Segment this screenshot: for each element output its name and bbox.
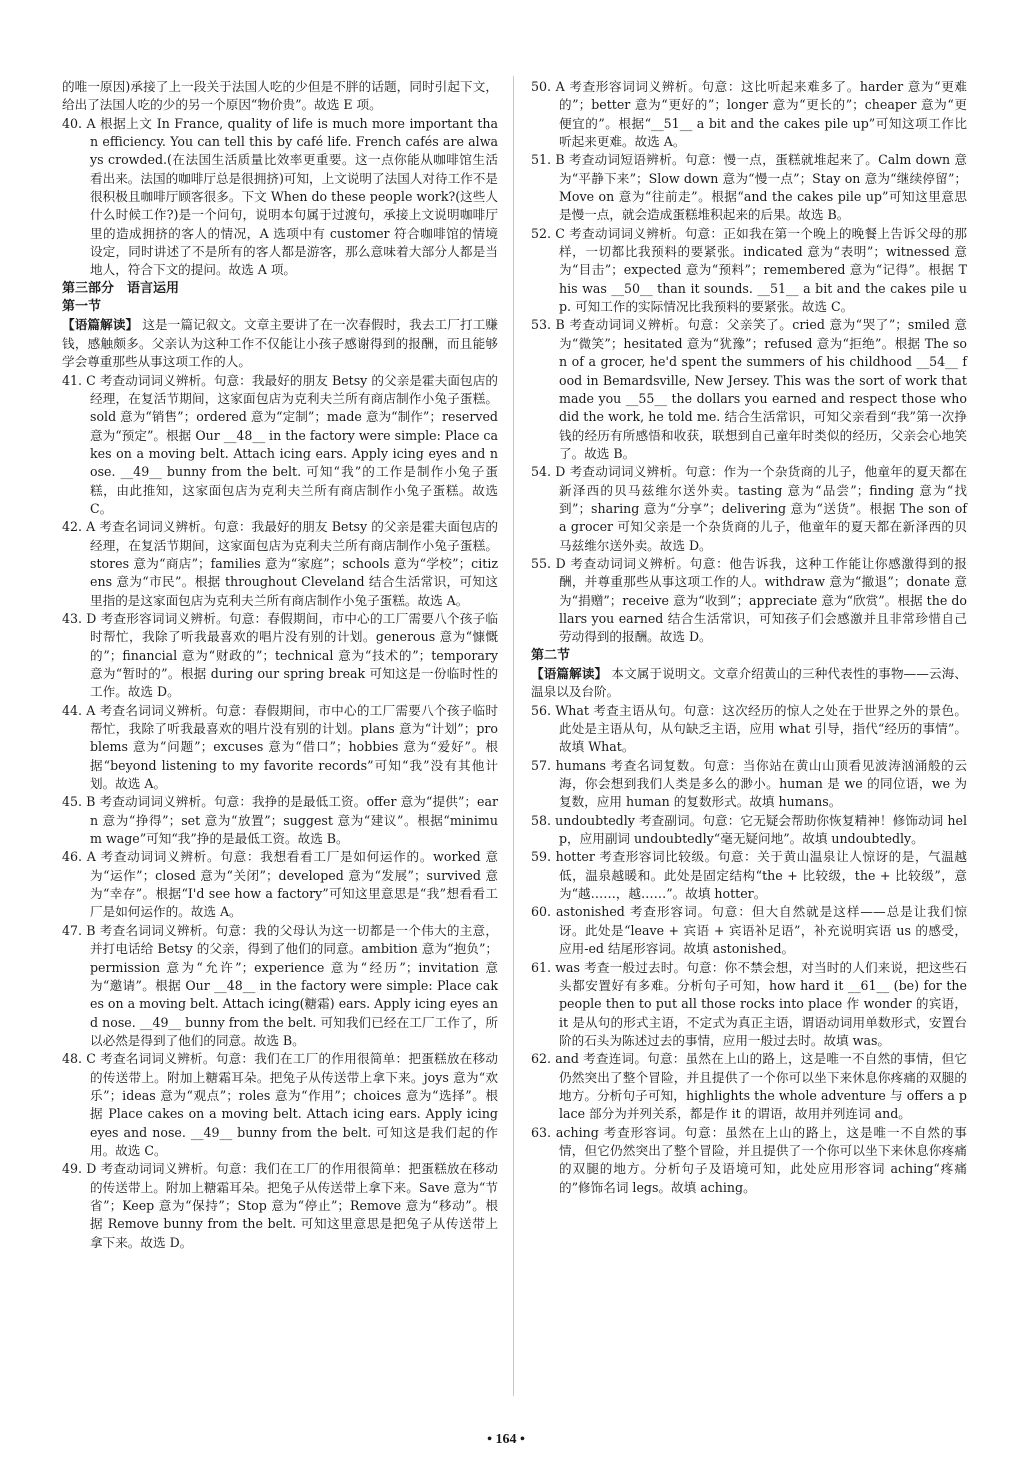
reading-text: 这是一篇记叙文。文章主要讲了在一次春假时，我去工厂打工赚钱，感触颇多。父亲认为这种工作不仅能让小孩子感谢得到的报酬，而且能够学会尊重那些从事这项工作的人。	[62, 317, 498, 370]
answer-51: 51. B 考查动词短语辨析。句意：慢一点，蛋糕就堆起来了。Calm down 意为“平静下来”；Slow down 意为“慢一点”；Stay on 意为“继续停留”；Move on 意为“往前走”。根据“and the cakes pile up”可知这里意思是慢一点，就会造成蛋糕堆积起来的后果。故选 B。	[531, 152, 967, 223]
answer-46: 46. A 考查动词词义辨析。句意：我想看看工厂是如何运作的。worked 意为“运作”；closed 意为“关闭”；developed 意为“发展”；survived 意为“幸存”。根据“I'd see how a factory”可知这里意思是“我”想看看工厂是如何运作的。故选 A。	[62, 849, 498, 920]
answer-48: 48. C 考查名词词义辨析。句意：我们在工厂的作用很简单：把蛋糕放在移动的传送带上。附加上糖霜耳朵。把兔子从传送带上拿下来。joys 意为“欢乐”；ideas 意为“观点”；roles 意为“作用”；choices 意为“选择”。根据 Place cakes on a moving belt. Attach icing ears. Apply icing eyes and nose. __49__ bunny from the belt. 可知这是我们起的作用。故选 C。	[62, 1051, 498, 1158]
section-heading-1: 第一节	[62, 299, 102, 315]
section-heading-2: 第二节	[531, 647, 571, 663]
reading-label: 【语篇解读】	[531, 666, 608, 681]
answer-42: 42. A 考查名词词义辨析。句意：我最好的朋友 Betsy 的父亲是霍夫面包店的经理，在复活节期间，这家面包店为克利夫兰所有商店制作小兔子蛋糕。stores 意为“商店”；families 意为“家庭”；schools 意为“学校”；citizens 意为“市民”。根据 throughout Cleveland 结合生活常识，可知这里指的是这家面包店为克利夫兰所有商店制作小兔子蛋糕。故选 A。	[62, 519, 498, 608]
answer-53: 53. B 考查动词词义辨析。句意：父亲笑了。cried 意为“哭了”；smiled 意为“微笑”；hesitated 意为“犹豫”；refused 意为“拒绝”。根据 The son of a grocer, he'd spent the summers of his childhood __54__ food in Bemardsville, New Jersey. This was the sort of work that made you __55__ the dollars you earned and respect those who did the work, he told me. 结合生活常识，可知父亲看到“我”第一次挣钱的经历有所感悟和收获，联想到自己童年时类似的经历，父亲会心地笑了。故选 B。	[531, 317, 967, 461]
reading-label: 【语篇解读】	[62, 317, 139, 333]
reading-text: 本文属于说明文。文章介绍黄山的三种代表性的事物——云海、温泉以及台阶。	[531, 666, 968, 700]
reading-analysis-1	[62, 316, 498, 371]
right-column	[531, 78, 967, 1197]
answer-60: 60. astonished 考查形容词。句意：但大自然就是这样——总是让我们惊讶。此处是“leave + 宾语 + 宾语补足语”，补充说明宾语 us 的感受，应用-ed 结尾形容词。故填 astonished。	[531, 904, 967, 957]
answer-57: 57. humans 考查名词复数。句意：当你站在黄山山顶看见波涛汹涌般的云海，你会想到我们人类是多么的渺小。human 是 we 的同位语，we 为复数，应用 human 的复数形式。故填 humans。	[531, 757, 967, 810]
answer-43: 43. D 考查形容词词义辨析。句意：春假期间，市中心的工厂需要八个孩子临时帮忙，我除了听我最喜欢的唱片没有别的计划。generous 意为“慷慨的”；financial 意为“财政的”；technical 意为“技术的”；temporary 意为“暂时的”。根据 during our spring break 可知这是一份临时性的工作。故选 D。	[62, 610, 498, 700]
answer-intro: 的唯一原因)承接了上一段关于法国人吃的少但是不胖的话题，同时引起下文，给出了法国人吃的少的另一个原因“物价贵”。故选 E 项。	[62, 79, 498, 113]
part-heading: 第三部分 语言运用	[62, 280, 180, 296]
answer-62: 62. and 考查连词。句意：虽然在上山的路上，这是唯一不自然的事情，但它仍然突出了整个冒险，并且提供了一个你可以坐下来休息你疼痛的双腿的地方。分析句子可知，highlights the whole adventure 与 offers a place 部分为并列关系，都是作 it 的谓语，故用并列连词 and。	[531, 1051, 967, 1122]
answer-45: 45. B 考查动词词义辨析。句意：我挣的是最低工资。offer 意为“提供”；earn 意为“挣得”；set 意为“放置”；suggest 意为“建议”。根据“minimum wage”可知“我”挣的是最低工资。故选 B。	[62, 794, 498, 847]
answer-55: 55. D 考查动词词义辨析。句意：他告诉我，这种工作能让你感激得到的报酬，并尊重那些从事这项工作的人。withdraw 意为“撤退”；donate 意为“捐赠”；receive 意为“收到”；appreciate 意为“欣赏”。根据 the dollars you earned 结合生活常识，可知孩子们会感激并且非常珍惜自己劳动得到的报酬。故选 D。	[531, 555, 967, 645]
answer-49: 49. D 考查动词词义辨析。句意：我们在工厂的作用很简单：把蛋糕放在移动的传送带上。附加上糖霜耳朵。把兔子从传送带上拿下来。Save 意为“节省”；Keep 意为“保持”；Stop 意为“停止”；Remove 意为“移动”。根据 Remove bunny from the belt. 可知这里意思是把兔子从传送带上拿下来。故选 D。	[62, 1161, 498, 1250]
answer-63: 63. aching 考查形容词。句意：虽然在上山的路上，这是唯一不自然的事情，但它仍然突出了整个冒险，并且提供了一个你可以坐下来休息你疼痛的双腿的地方。分析句子及语境可知，此处应用形容词 aching“疼痛的”修饰名词 legs。故填 aching。	[531, 1124, 967, 1195]
answer-54: 54. D 考查动词词义辨析。句意：作为一个杂货商的儿子，他童年的夏天都在新泽西的贝马兹维尔送外卖。tasting 意为“品尝”；finding 意为“找到”；sharing 意为“分享”；delivering 意为“送货”。根据 The son of a grocer 可知父亲是一个杂货商的儿子，他童年的夏天都在新泽西的贝马兹维尔送外卖。故选 D。	[531, 464, 967, 553]
answer-41: 41. C 考查动词词义辨析。句意：我最好的朋友 Betsy 的父亲是霍夫面包店的经理，在复活节期间，这家面包店为克利夫兰所有商店制作小兔子蛋糕。sold 意为“销售”；ordered 意为“定制”；made 意为“制作”；reserved 意为“预定”。根据 Our __48__ in the factory were simple: Place cakes on a moving belt. Attach icing ears. Apply icing eyes and nose. __49__ bunny from the belt. 可知“我”的工作是制作小兔子蛋糕，由此推知，这家面包店为克利夫兰所有商店制作小兔子蛋糕。故选 C。	[62, 372, 498, 516]
page-number: • 164 •	[487, 1432, 525, 1447]
answer-59: 59. hotter 考查形容词比较级。句意：关于黄山温泉让人惊讶的是，气温越低，温泉越暖和。此处是固定结构“the + 比较级，the + 比较级”，意为“越……，越……”。故填 hotter。	[531, 849, 967, 902]
column-divider	[513, 76, 514, 1396]
answer-56: 56. What 考查主语从句。句意：这次经历的惊人之处在于世界之外的景色。此处是主语从句，从句缺乏主语，应用 what 引导，指代“经历的事情”。故填 What。	[531, 702, 967, 755]
answer-44: 44. A 考查名词词义辨析。句意：春假期间，市中心的工厂需要八个孩子临时帮忙，我除了听我最喜欢的唱片没有别的计划。plans 意为“计划”；problems 意为“问题”；excuses 意为“借口”；hobbies 意为“爱好”。根据“beyond listening to my favorite records”可知“我”没有其他计划。故选 A。	[62, 702, 498, 792]
answer-61: 61. was 考查一般过去时。句意：你不禁会想，对当时的人们来说，把这些石头都安置好有多难。分析句子可知，how hard it __61__ (be) for the people then to put all those rocks into place 作 wonder 的宾语，it 是从句的形式主语，不定式为真正主语，谓语动词用单数形式，安置台阶的石头为陈述过去的事情，应用一般过去时。故填 was。	[531, 959, 967, 1048]
answer-40: 40. A 根据上文 In France, quality of life is much more important than efficiency. You can tell this by café life. French cafés are always crowded.(在法国生活质量比效率更重要。这一点你能从咖啡馆生活看出来。法国的咖啡厅总是很拥挤)可知，上文说明了法国人对待工作不是很积极且咖啡厅顾客很多。下文 When do these people work?(这些人什么时候工作?)是一个问句，说明本句属于过渡句，承接上文说明咖啡厅里的造成拥挤的客人的情况，A 选项中有 customer 符合咖啡馆的情境设定，同时讲述了不是所有的客人都是游客，那么意味着大部分人都是当地人，符合下文的提问。故选 A 项。	[62, 115, 498, 278]
reading-analysis-2	[531, 665, 967, 702]
answer-47: 47. B 考查名词词义辨析。句意：我的父母认为这一切都是一个伟大的主意，并打电话给 Betsy 的父亲，得到了他们的同意。ambition 意为“抱负”；permission 意为“允许”；experience 意为“经历”；invitation 意为“邀请”。根据 Our __48__ in the factory were simple: Place cakes on a moving belt. Attach icing(糖霜) ears. Apply icing eyes and nose. __49__ bunny from the belt. 可知我们已经在工厂工作了，所以必然是得到了他们的同意。故选 B。	[62, 922, 498, 1048]
left-column	[62, 78, 498, 1252]
answer-52: 52. C 考查动词词义辨析。句意：正如我在第一个晚上的晚餐上告诉父母的那样，一切都比我预料的要紧张。indicated 意为“表明”；witnessed 意为“目击”；expected 意为“预料”；remembered 意为“记得”。根据 This was __50__ than it sounds. __51__ a bit and the cakes pile up. 可知工作的实际情况比我预料的要紧张。故选 C。	[531, 225, 967, 315]
answer-50: 50. A 考查形容词词义辨析。句意：这比听起来难多了。harder 意为“更难的”；better 意为“更好的”；longer 意为“更长的”；cheaper 意为“更便宜的”。根据“__51__ a bit and the cakes pile up”可知这项工作比听起来更难。故选 A。	[531, 79, 967, 150]
answer-58: 58. undoubtedly 考查副词。句意：它无疑会帮助你恢复精神！修饰动词 help，应用副词 undoubtedly“毫无疑问地”。故填 undoubtedly。	[531, 812, 967, 847]
